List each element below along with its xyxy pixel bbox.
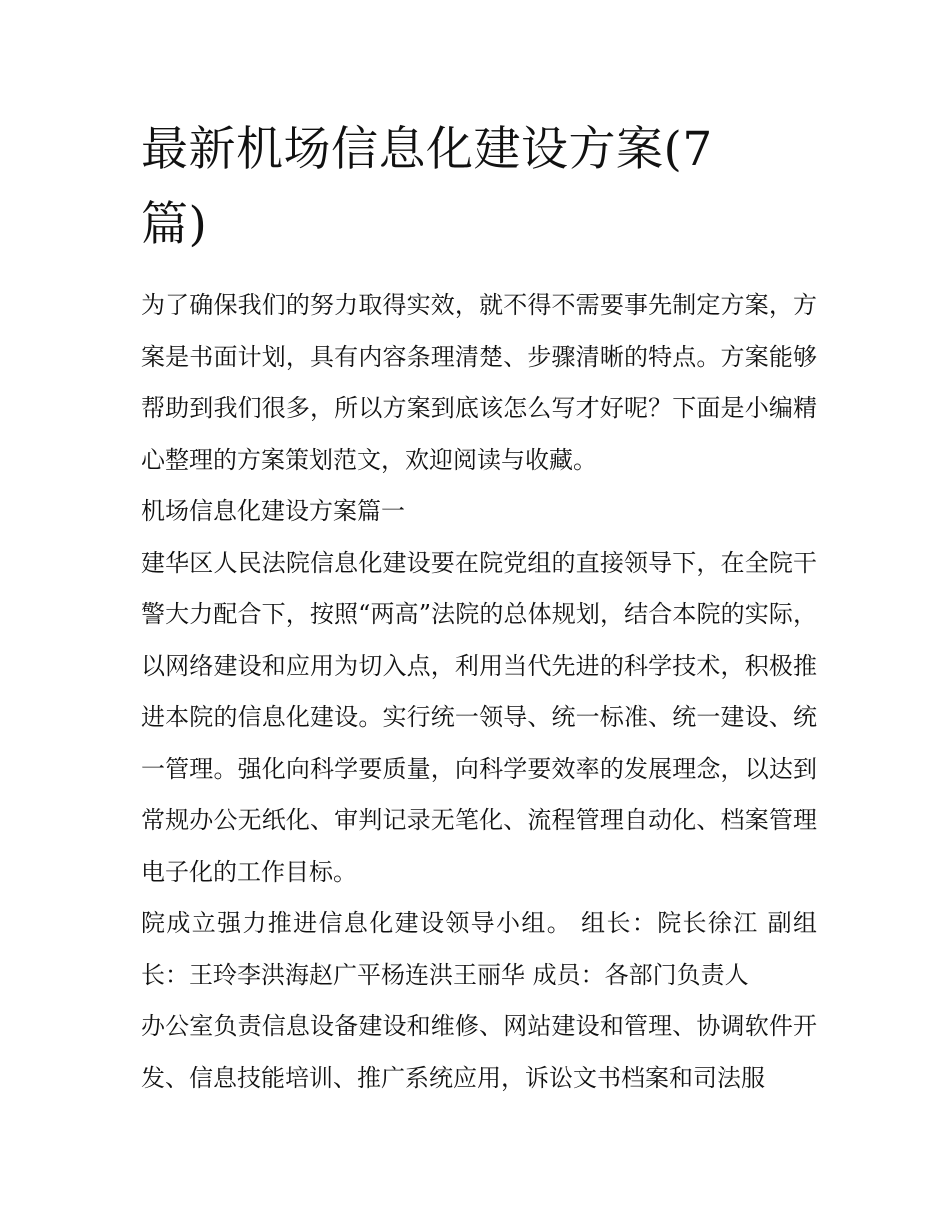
section-heading: 机场信息化建设方案篇一: [141, 497, 405, 525]
document-body: [141, 280, 817, 1104]
document-title: 最新机场信息化建设方案(7篇): [141, 122, 713, 252]
document-content: [141, 112, 817, 1104]
intro-paragraph: 为了确保我们的努力取得实效，就不得不需要事先制定方案，方案是书面计划，具有内容条理清楚、步骤清晰的特点。方案能够帮助到我们很多，所以方案到底该怎么写才好呢？下面是小编精心整理的方案策划范文，欢迎阅读与收藏。: [141, 291, 817, 474]
office-duties-paragraph: 办公室负责信息设备建设和维修、网站建设和管理、协调软件开发、信息技能培训、推广系统应用，诉讼文书档案和司法服: [141, 1012, 817, 1092]
body-paragraph: 建华区人民法院信息化建设要在院党组的直接领导下，在全院干警大力配合下，按照“两高”法院的总体规划，结合本院的实际，以网络建设和应用为切入点，利用当代先进的科学技术，积极推进本院的信息化建设。实行统一领导、统一标准、统一建设、统一管理。强化向科学要质量，向科学要效率的发展理念，以达到常规办公无纸化、审判记录无笔化、流程管理自动化、档案管理电子化的工作目标。: [141, 548, 817, 886]
leadership-paragraph: 院成立强力推进信息化建设领导小组。 组长：院长徐江 副组长：王玲李洪海赵广平杨连洪王丽华 成员：各部门负责人: [141, 909, 817, 989]
